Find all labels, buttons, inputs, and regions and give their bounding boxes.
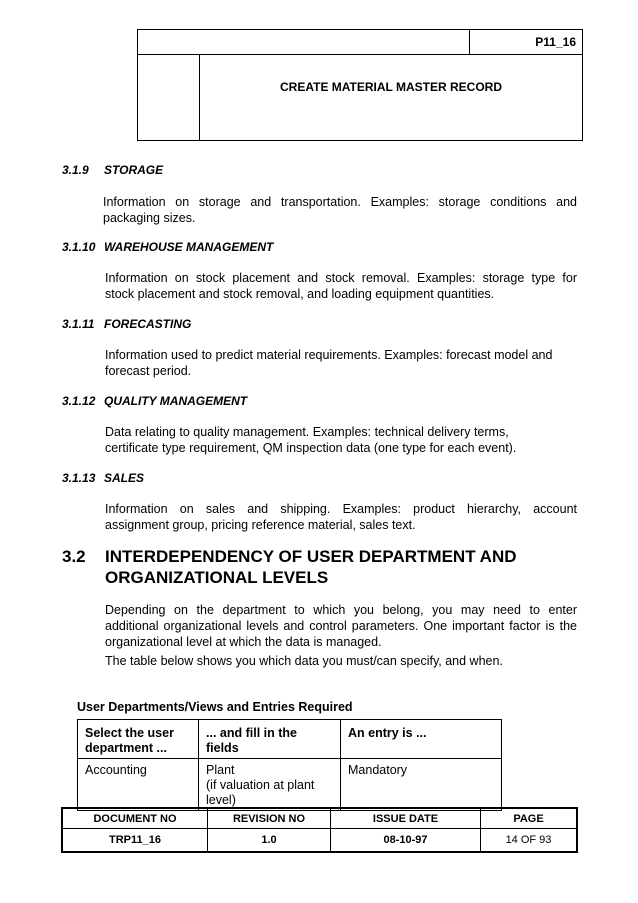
section-heading-sales xyxy=(62,471,144,485)
table-cell-fields xyxy=(199,759,341,811)
section-heading-warehouse-management xyxy=(62,240,273,254)
section-title: WAREHOUSE MANAGEMENT xyxy=(104,240,274,254)
footer-label-page: PAGE xyxy=(481,808,578,829)
text-line: Depending on the department to which you belong, you may need to enter xyxy=(105,603,577,617)
text-line: forecast period. xyxy=(105,364,192,378)
text-line: additional organizational levels and control parameters. One important factor is the xyxy=(105,619,577,633)
section-number: 3.1.13 xyxy=(62,471,96,485)
document-code: P11_16 xyxy=(535,35,576,49)
section-title: QUALITY MANAGEMENT xyxy=(104,394,248,408)
section-title: FORECASTING xyxy=(104,317,192,331)
table-cell-entry: Mandatory xyxy=(341,759,502,811)
field-line: Plant xyxy=(206,763,235,777)
table-caption: User Departments/Views and Entries Required xyxy=(77,700,353,714)
section-number: 3.1.10 xyxy=(62,240,96,254)
table-cell-department: Accounting xyxy=(78,759,199,811)
document-title: CREATE MATERIAL MASTER RECORD xyxy=(280,80,502,94)
section-heading-forecasting xyxy=(62,317,191,331)
text-line: assignment group, pricing reference material, sales text. xyxy=(105,518,416,532)
section-text-quality-management xyxy=(105,424,545,456)
footer-value-issue-date: 08-10-97 xyxy=(331,829,481,853)
header-top-row xyxy=(138,30,582,55)
table-header-cell: ... and fill in the fields xyxy=(199,720,341,759)
footer-value-revision-no: 1.0 xyxy=(208,829,331,853)
section-number: 3.1.9 xyxy=(62,163,89,177)
footer-value-row xyxy=(62,829,577,853)
major-section-number: 3.2 xyxy=(62,547,86,566)
section-text-sales xyxy=(105,501,577,533)
footer-value-page: 14 OF 93 xyxy=(481,829,578,853)
text-line: packaging sizes. xyxy=(103,211,196,225)
document-header xyxy=(137,29,583,141)
section-number: 3.1.12 xyxy=(62,394,96,408)
major-paragraph-2: The table below shows you which data you must/can specify, and when. xyxy=(105,654,503,668)
text-line: Information used to predict material requirements. Examples: forecast model and xyxy=(105,348,553,362)
footer-label-issue-date: ISSUE DATE xyxy=(331,808,481,829)
text-line: stock placement and stock removal, and loading equipment quantities. xyxy=(105,287,495,301)
section-title: STORAGE xyxy=(104,163,164,177)
text-line: certificate type requirement, QM inspection data (one type for each event). xyxy=(105,441,517,455)
text-line: Data relating to quality management. Examples: technical delivery terms, xyxy=(105,425,509,439)
text-line: Information on sales and shipping. Examples: product hierarchy, account xyxy=(105,502,577,516)
footer-label-document-no: DOCUMENT NO xyxy=(62,808,208,829)
text-line: Information on stock placement and stock removal. Examples: storage type for xyxy=(105,271,577,285)
user-departments-table xyxy=(77,719,502,811)
header-logo-cell xyxy=(138,54,200,140)
section-heading-quality-management xyxy=(62,394,247,408)
footer-label-row xyxy=(62,808,577,829)
document-footer xyxy=(61,807,578,853)
section-text-warehouse-management xyxy=(105,270,577,302)
field-line: (if valuation at plant level) xyxy=(206,778,315,807)
text-line: Information on storage and transportation. Examples: storage conditions and xyxy=(103,195,577,209)
footer-label-revision-no: REVISION NO xyxy=(208,808,331,829)
table-header-cell: Select the user department ... xyxy=(78,720,199,759)
section-text-forecasting xyxy=(105,347,565,379)
major-paragraph-1 xyxy=(105,602,577,650)
header-code-cell xyxy=(469,30,582,54)
section-heading-storage xyxy=(62,163,163,177)
text-line: organizational level at which the data is managed. xyxy=(105,635,382,649)
title-line: INTERDEPENDENCY OF USER DEPARTMENT AND xyxy=(105,547,517,566)
table-header-row xyxy=(78,720,502,759)
table-row xyxy=(78,759,502,811)
section-text-storage xyxy=(103,194,577,226)
footer-value-document-no: TRP11_16 xyxy=(62,829,208,853)
table-header-cell: An entry is ... xyxy=(341,720,502,759)
major-section-title xyxy=(105,546,565,588)
title-line: ORGANIZATIONAL LEVELS xyxy=(105,568,329,587)
section-title: SALES xyxy=(104,471,145,485)
section-number: 3.1.11 xyxy=(62,317,95,331)
